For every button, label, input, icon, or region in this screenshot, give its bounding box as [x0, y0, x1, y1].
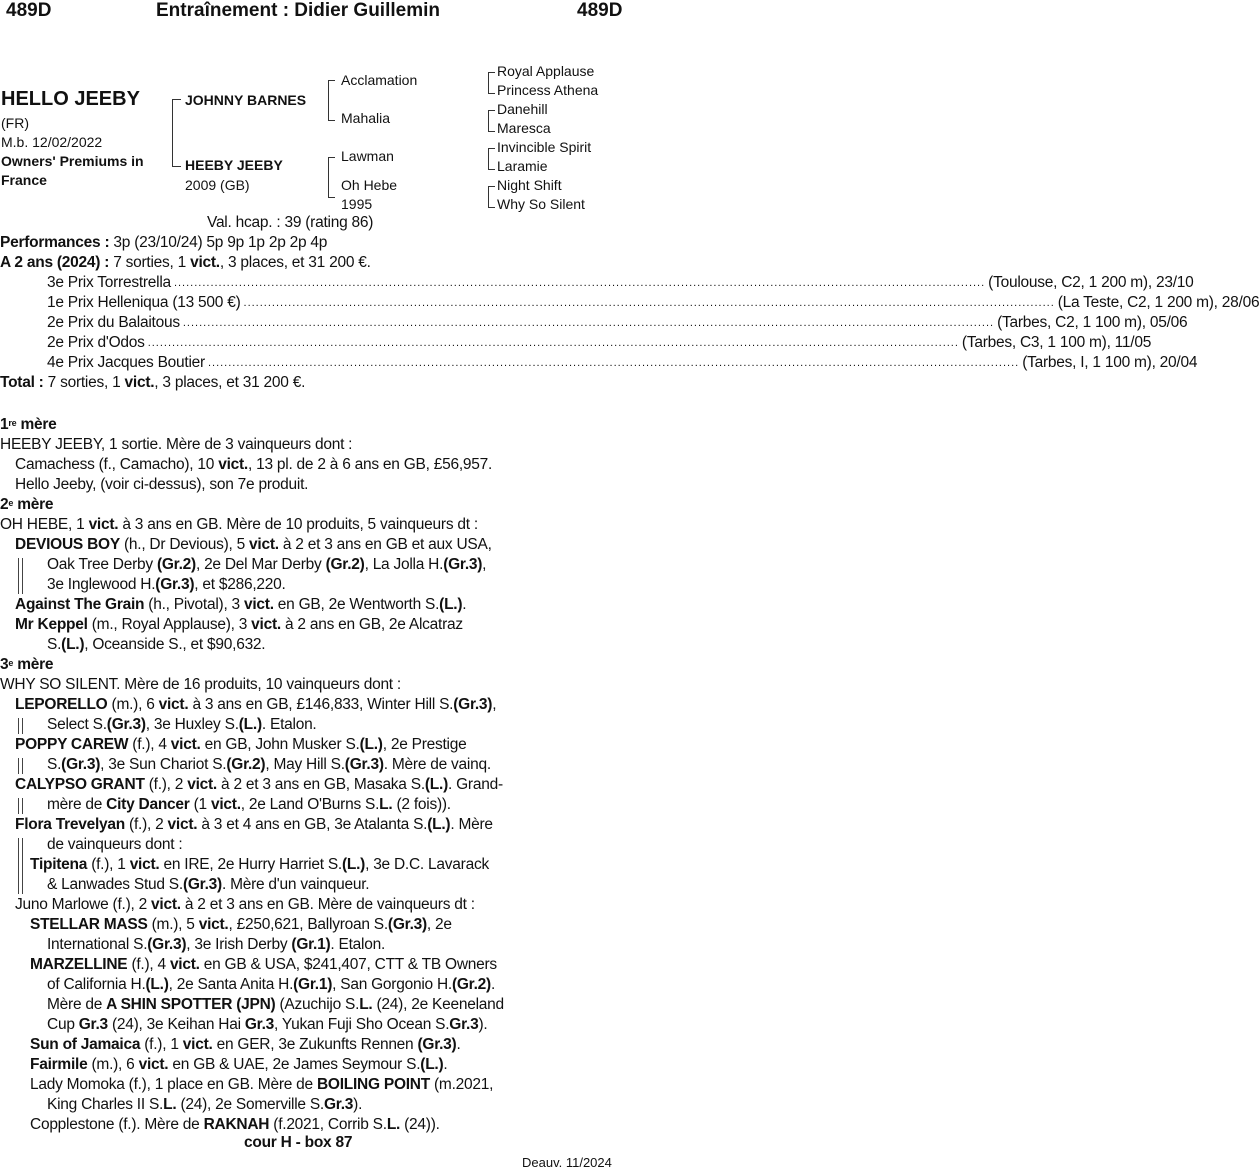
- mere2-line1: OH HEBE, 1 vict. à 3 ans en GB. Mère de 10 produits, 5 vainqueurs dt :: [0, 516, 478, 533]
- total-label: Total :: [0, 374, 44, 391]
- mere3-calypso-grant-2: mère de City Dancer (1 vict., 2e Land O'Burns S.L. (2 fois)).: [47, 796, 451, 813]
- mere3-calypso-grant: CALYPSO GRANT (f.), 2 vict. à 2 et 3 ans en GB, Masaka S.(L.). Grand-: [15, 776, 503, 793]
- mere2-devious-boy: DEVIOUS BOY (h., Dr Devious), 5 vict. à 2 et 3 ans en GB et aux USA,: [15, 536, 492, 553]
- pedigree-dsd: Laramie: [497, 158, 548, 174]
- age2-vict: vict.: [190, 254, 220, 271]
- mere3-leporello: LEPORELLO (m.), 6 vict. à 3 ans en GB, £146,833, Winter Hill S.(Gr.3),: [15, 696, 497, 713]
- race-name: 4e Prix Jacques Boutier: [47, 354, 205, 371]
- total-text-2: , 3 places, et 31 200 €.: [154, 374, 306, 391]
- mere3-fairmile: Fairmile (m.), 6 vict. en GB & UAE, 2e James Seymour S.(L.).: [30, 1056, 448, 1073]
- dot-leader: ........................................................................................................................................................................................................: [173, 277, 986, 289]
- indent-bar: [22, 838, 23, 894]
- race-name: 2e Prix du Balaitous: [47, 314, 180, 331]
- dot-leader: ........................................................................................................................................................................................................: [147, 337, 959, 349]
- box-location: cour H - box 87: [244, 1134, 353, 1151]
- catalogue-number-left: 489D: [6, 0, 52, 21]
- race-row: [47, 273, 1194, 293]
- performances-value: 3p (23/10/24) 5p 9p 1p 2p 2p 4p: [113, 234, 328, 251]
- mere3-marzelline: MARZELLINE (f.), 4 vict. en GB & USA, $241,407, CTT & TB Owners: [30, 956, 497, 973]
- indent-bar: [22, 798, 23, 814]
- mere3-marzelline-2: of California H.(L.), 2e Santa Anita H.(Gr.1), San Gorgonio H.(Gr.2).: [47, 976, 495, 993]
- mere3-lady-momoka-2: King Charles II S.L. (24), 2e Somerville S.Gr.3).: [47, 1096, 363, 1113]
- horse-name: HELLO JEEBY: [1, 88, 140, 110]
- owner-line-2: France: [1, 172, 47, 188]
- mere3-poppy-carew: POPPY CAREW (f.), 4 vict. en GB, John Musker S.(L.), 2e Prestige: [15, 736, 467, 753]
- trainer-title: Entraînement : Didier Guillemin: [156, 0, 440, 21]
- indent-bar: [18, 718, 19, 734]
- pedigree-dss: Invincible Spirit: [497, 139, 592, 155]
- handicap-value: Val. hcap. : 39 (rating 86): [207, 214, 374, 231]
- pedigree-dam: HEEBY JEEBY: [185, 157, 283, 173]
- pedigree-sire: JOHNNY BARNES: [185, 92, 307, 108]
- catalogue-number-right: 489D: [577, 0, 623, 21]
- mere3-flora-trevelyan-2: de vainqueurs dont :: [47, 836, 183, 853]
- section-heading-mere1: 1re mère: [0, 416, 57, 433]
- indent-bar: [18, 758, 19, 774]
- race-row: [47, 293, 1259, 313]
- indent-bar: [22, 558, 23, 594]
- pedigree-dam-dam-year: 1995: [341, 196, 373, 212]
- race-details: (Tarbes, C2, 1 100 m), 05/06: [997, 314, 1188, 331]
- mere3-stellar-mass-2: International S.(Gr.3), 3e Irish Derby (Gr.1). Etalon.: [47, 936, 386, 953]
- race-name: 1e Prix Helleniqua (13 500 €): [47, 294, 241, 311]
- age2-summary: [0, 253, 371, 273]
- total-summary: [0, 373, 305, 393]
- pedigree-ddd: Why So Silent: [497, 196, 585, 212]
- mere3-marzelline-3: Mère de A SHIN SPOTTER (JPN) (Azuchijo S.L. (24), 2e Keeneland: [47, 996, 504, 1013]
- pedigree-bracket-2: [488, 110, 495, 132]
- owner-line-1: Owners' Premiums in: [1, 153, 144, 169]
- mere2-mr-keppel: Mr Keppel (m., Royal Applause), 3 vict. à 2 ans en GB, 2e Alcatraz: [15, 616, 463, 633]
- section-heading-mere3: 3e mère: [0, 656, 54, 673]
- mere3-leporello-2: Select S.(Gr.3), 3e Huxley S.(L.). Etalon.: [47, 716, 317, 733]
- mere3-marzelline-4: Cup Gr.3 (24), 3e Keihan Hai Gr.3, Yukan Fuji Sho Ocean S.Gr.3).: [47, 1016, 488, 1033]
- total-vict: vict.: [124, 374, 155, 391]
- indent-bar: [22, 758, 23, 774]
- mere2-mr-keppel-2: S.(L.), Oceanside S., et $90,632.: [47, 636, 266, 653]
- performances-label: Performances :: [0, 234, 110, 251]
- pedigree-dam-detail: 2009 (GB): [185, 177, 250, 193]
- race-details: (La Teste, C2, 1 200 m), 28/06: [1057, 294, 1259, 311]
- pedigree-bracket-3: [488, 148, 495, 170]
- mere2-devious-boy-3: 3e Inglewood H.(Gr.3), et $286,220.: [47, 576, 286, 593]
- dot-leader: ........................................................................................................................................................................................................: [182, 317, 995, 329]
- performances-line: [0, 233, 327, 253]
- mere2-against-the-grain: Against The Grain (h., Pivotal), 3 vict. en GB, 2e Wentworth S.(L.).: [15, 596, 467, 613]
- mere3-sun-of-jamaica: Sun of Jamaica (f.), 1 vict. en GER, 3e Zukunfts Rennen (Gr.3).: [30, 1036, 461, 1053]
- mere3-poppy-carew-2: S.(Gr.3), 3e Sun Chariot S.(Gr.2), May Hill S.(Gr.3). Mère de vainq.: [47, 756, 491, 773]
- mere3-lady-momoka: Lady Momoka (f.), 1 place en GB. Mère de BOILING POINT (m.2021,: [30, 1076, 494, 1093]
- mere3-juno-marlowe: Juno Marlowe (f.), 2 vict. à 2 et 3 ans en GB. Mère de vainqueurs dt :: [15, 896, 475, 913]
- pedigree-sdd: Maresca: [497, 120, 551, 136]
- pedigree-bracket-4: [488, 186, 495, 208]
- indent-bar: [18, 558, 19, 594]
- race-name: 2e Prix d'Odos: [47, 334, 145, 351]
- mere1-line1: HEEBY JEEBY, 1 sortie. Mère de 3 vainqueurs dont :: [0, 436, 353, 453]
- pedigree-bracket-1: [488, 72, 495, 94]
- age2-label: A 2 ans (2024) :: [0, 254, 110, 271]
- mere3-stellar-mass: STELLAR MASS (m.), 5 vict., £250,621, Ballyroan S.(Gr.3), 2e: [30, 916, 452, 933]
- pedigree-bracket-main: [172, 99, 181, 167]
- pedigree-dds: Night Shift: [497, 177, 562, 193]
- footer-date: Deauv. 11/2024: [522, 1155, 612, 1170]
- pedigree-sire-dam: Mahalia: [341, 110, 391, 126]
- pedigree-bracket-sire: [328, 80, 335, 121]
- mere3-tipitena-2: & Lanwades Stud S.(Gr.3). Mère d'un vainqueur.: [47, 876, 370, 893]
- mere3-flora-trevelyan: Flora Trevelyan (f.), 2 vict. à 3 et 4 ans en GB, 3e Atalanta S.(L.). Mère: [15, 816, 493, 833]
- mere1-line2: Camachess (f., Camacho), 10 vict., 13 pl. de 2 à 6 ans en GB, £56,957.: [15, 456, 493, 473]
- indent-bar: [18, 798, 19, 814]
- race-row: [47, 353, 1198, 373]
- dot-leader: ........................................................................................................................................................................................................: [207, 357, 1020, 369]
- indent-bar: [22, 718, 23, 734]
- pedigree-ssd: Princess Athena: [497, 82, 599, 98]
- dot-leader: ........................................................................................................................................................................................................: [243, 297, 1055, 309]
- pedigree-sss: Royal Applause: [497, 63, 595, 79]
- total-text: 7 sorties, 1: [43, 374, 125, 391]
- race-name: 3e Prix Torrestrella: [47, 274, 171, 291]
- mere3-copplestone: Copplestone (f.). Mère de RAKNAH (f.2021, Corrib S.L. (24)).: [30, 1116, 440, 1133]
- race-details: (Toulouse, C2, 1 200 m), 23/10: [988, 274, 1194, 291]
- mere2-devious-boy-2: Oak Tree Derby (Gr.2), 2e Del Mar Derby (Gr.2), La Jolla H.(Gr.3),: [47, 556, 487, 573]
- horse-origin: (FR): [1, 115, 29, 131]
- pedigree-dam-sire: Lawman: [341, 148, 394, 164]
- mere3-tipitena: Tipitena (f.), 1 vict. en IRE, 2e Hurry Harriet S.(L.), 3e D.C. Lavarack: [30, 856, 489, 873]
- pedigree-sds: Danehill: [497, 101, 548, 117]
- indent-bar: [18, 838, 19, 894]
- horse-details: M.b. 12/02/2022: [1, 134, 103, 150]
- section-heading-mere2: 2e mère: [0, 496, 54, 513]
- pedigree-bracket-dam: [328, 157, 335, 198]
- race-details: (Tarbes, C3, 1 100 m), 11/05: [961, 334, 1152, 351]
- pedigree-sire-sire: Acclamation: [341, 72, 418, 88]
- race-details: (Tarbes, I, 1 100 m), 20/04: [1022, 354, 1198, 371]
- age2-text: 7 sorties, 1: [109, 254, 191, 271]
- mere1-line3: Hello Jeeby, (voir ci-dessus), son 7e produit.: [15, 476, 309, 493]
- race-row: [47, 313, 1188, 333]
- mere3-line1: WHY SO SILENT. Mère de 16 produits, 10 vainqueurs dont :: [0, 676, 401, 693]
- age2-text-2: , 3 places, et 31 200 €.: [219, 254, 371, 271]
- race-row: [47, 333, 1152, 353]
- pedigree-dam-dam: Oh Hebe: [341, 177, 398, 193]
